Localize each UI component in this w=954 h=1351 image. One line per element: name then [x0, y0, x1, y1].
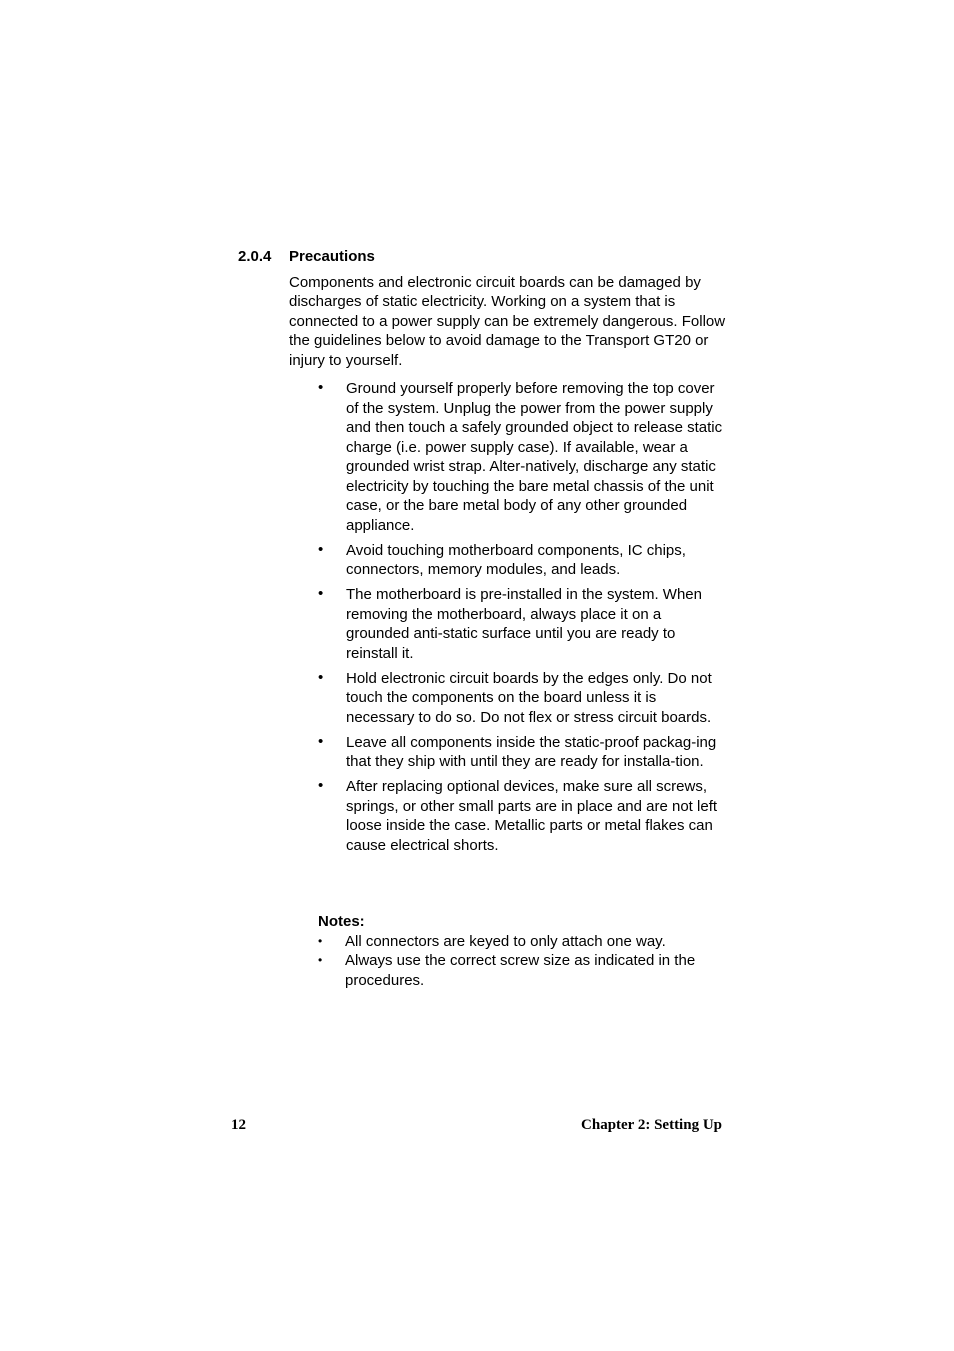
intro-paragraph: Components and electronic circuit boards can be damaged by discharges of static electricity. Working on a system that is connected to a power supply can be extremely dangerous. Follow the guidelines below to avoid damage to the Transport GT20 or injury to yourself. — [289, 274, 726, 369]
note-text: Always use the correct screw size as indicated in the procedures. — [345, 952, 696, 989]
section-number: 2.0.4 — [238, 248, 272, 265]
list-item-text: After replacing optional devices, make sure all screws, springs, or other small parts are in place and are not left loose inside the case. Metallic parts or metal flakes can cause electrical shorts. — [346, 778, 718, 854]
list-item — [318, 777, 728, 855]
bullet-icon: • — [318, 933, 323, 948]
bullet-icon: • — [318, 668, 324, 686]
bullet-icon: • — [318, 379, 324, 396]
bullet-icon: • — [318, 777, 324, 794]
list-item-text: Ground yourself properly before removing the top cover of the system. Unplug the power from the power supply and then touch a safely grounded object to release static charge (i.e. power supply case). If available, wear a grounded wrist strap. Alter-natively, discharge any static electricity by touching the bare metal chassis of the unit case, or the bare metal body of any other grounded appliance. — [346, 380, 723, 534]
list-item — [318, 541, 728, 580]
note-item — [318, 932, 728, 952]
list-item-text: Leave all components inside the static-proof packag-ing that they ship with until they are ready for installa-tion. — [346, 733, 717, 770]
note-text: All connectors are keyed to only attach one way. — [345, 932, 666, 950]
list-item — [318, 585, 728, 663]
list-item — [318, 733, 728, 772]
note-item — [318, 951, 728, 990]
section-heading — [238, 247, 375, 266]
page-number: 12 — [231, 1117, 246, 1133]
bullet-icon: • — [318, 585, 324, 602]
notes-title: Notes: — [318, 913, 365, 930]
chapter-title: Chapter 2: Setting Up — [581, 1117, 722, 1133]
list-item-text: Hold electronic circuit boards by the edges only. Do not touch the components on the board unless it is necessary to do so. Do not flex or stress circuit boards. — [346, 669, 712, 726]
precautions-list — [318, 379, 728, 861]
list-item-text: Avoid touching motherboard components, IC chips, connectors, memory modules, and leads. — [346, 541, 686, 578]
list-item — [318, 379, 728, 535]
bullet-icon: • — [318, 732, 324, 750]
list-item — [318, 669, 728, 728]
bullet-icon: • — [318, 953, 323, 967]
section-title: Precautions — [289, 248, 375, 265]
list-item-text: The motherboard is pre-installed in the system. When removing the motherboard, always place it on a grounded anti-static surface until you are ready to reinstall it. — [346, 586, 702, 662]
notes-list — [318, 932, 728, 991]
bullet-icon: • — [318, 540, 324, 558]
notes-block — [318, 912, 728, 990]
